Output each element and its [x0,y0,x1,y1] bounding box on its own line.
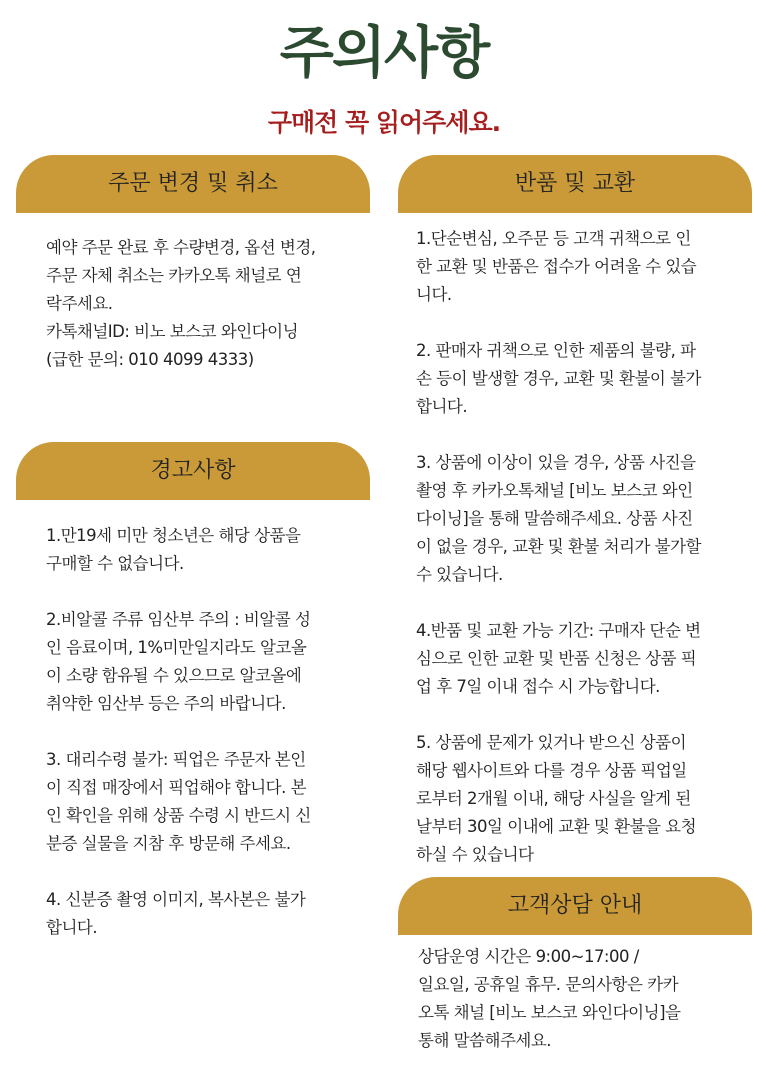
return-exchange-text: 1.단순변심, 오주문 등 고객 귀책으로 인 한 교환 및 반품은 접수가 어려울 수 있습 니다. 2. 판매자 귀책으로 인한 제품의 불량, 파 손 등이 발생할 경우, 교환 및 환불이 불가 합니다. 3. 상품에 이상이 있을 경우, 상품 사진을 촬영 후 카카오톡채널 [비노 보스코 와인 다이닝]을 통해 말씀해주세요. 상품 사진 이 없을 경우, 교환 및 환불 처리가 불가할 수 있습니다. 4.반품 및 교환 가능 기간: 구매자 단순 변 심으로 인한 교환 및 반품 신청은 상품 픽 업 후 7일 이내 접수 시 가능합니다. 5. 상품에 문제가 있거나 받으신 상품이 해당 웹사이트와 다를 경우 상품 픽업일 로부터 2개월 이내, 해당 사실을 알게 된 날부터 30일 이내에 교환 및 환불을 요청 하실 수 있습니다 [416,229,701,864]
page-subtitle: 구매전 꼭 읽어주세요. [267,108,501,137]
return-exchange-heading: 반품 및 교환 [398,155,752,213]
order-change-cancel-heading: 주문 변경 및 취소 [16,155,370,213]
order-change-cancel-text: 예약 주문 완료 후 수량변경, 옵션 변경, 주문 자체 취소는 카카오톡 채널로 연 락주세요. 카톡채널ID: 비노 보스코 와인다이닝 (급한 문의: 010 4099 4333) [46,238,316,369]
customer-support-heading: 고객상담 안내 [398,877,752,935]
page-title: 주의사항 [279,21,489,86]
warning-heading: 경고사항 [16,442,370,500]
warning-text: 1.만19세 미만 청소년은 해당 상품을 구매할 수 없습니다. 2.비알콜 주류 임산부 주의 : 비알콜 성 인 음료이며, 1%미만일지라도 알코올 이 소량 함유될 수 있으므로 알코올에 취약한 임산부 등은 주의 바랍니다. 3. 대리수령 불가: 픽업은 주문자 본인 이 직접 매장에서 픽업해야 합니다. 본 인 확인을 위해 상품 수령 시 반드시 신 분증 실물을 지참 후 방문해 주세요. 4. 신분증 촬영 이미지, 복사본은 불가 합니다. [46,526,311,937]
customer-support-text: 상담운영 시간은 9:00~17:00 / 일요일, 공휴일 휴무. 문의사항은 카카 오톡 채널 [비노 보스코 와인다이닝]을 통해 말씀해주세요. [418,947,681,1050]
